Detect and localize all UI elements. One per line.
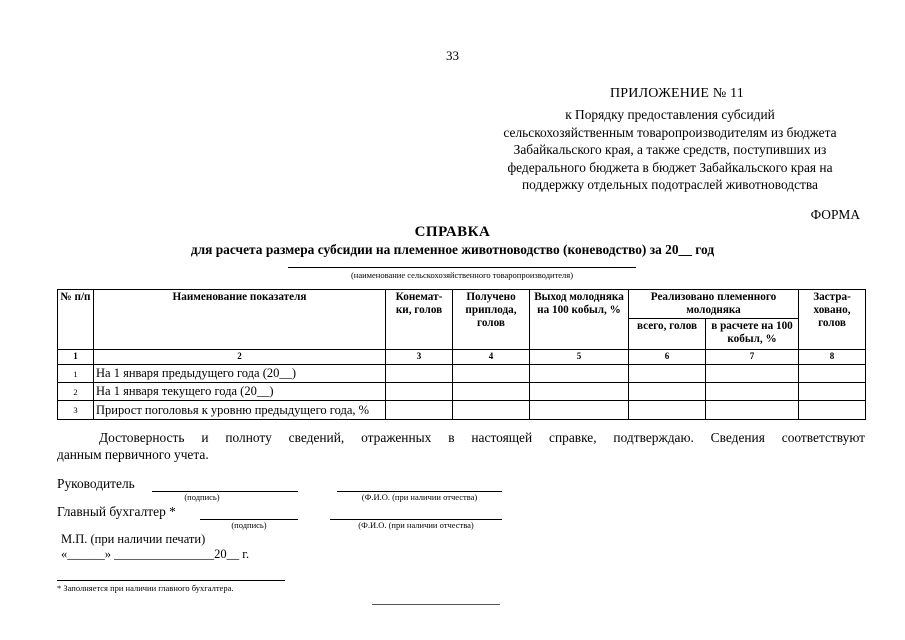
data-cell[interactable] [453, 383, 530, 401]
accountant-signature-caption: (подпись) [231, 520, 267, 530]
column-index: 8 [799, 350, 866, 365]
column-index: 6 [629, 350, 706, 365]
row-label: На 1 января текущего года (20__) [94, 383, 386, 401]
column-index: 7 [706, 350, 799, 365]
appendix-line: федерального бюджета в бюджет Забайкальского края на [507, 159, 833, 175]
data-cell[interactable] [629, 365, 706, 383]
accountant-label: Главный бухгалтер * [57, 504, 176, 519]
data-cell[interactable] [706, 383, 799, 401]
data-cell[interactable] [453, 401, 530, 420]
accountant-fio-caption: (Ф.И.О. (при наличии отчества) [358, 520, 474, 530]
data-cell[interactable] [799, 401, 866, 420]
column-index: 4 [453, 350, 530, 365]
footnote: * Заполняется при наличии главного бухгалтера. [57, 583, 234, 593]
organization-name-line[interactable] [288, 267, 636, 268]
column-index: 1 [58, 350, 94, 365]
head-fio-caption: (Ф.И.О. (при наличии отчества) [361, 492, 478, 502]
page-number: 33 [446, 48, 459, 63]
header-indicator-name: Наименование показателя [94, 290, 386, 350]
date-field[interactable]: «______» ________________20__ г. [61, 547, 250, 561]
row-label: На 1 января предыдущего года (20__) [94, 365, 386, 383]
appendix-title: ПРИЛОЖЕНИЕ № 11 [610, 86, 744, 101]
head-label: Руководитель [57, 476, 135, 491]
header-sold-total: всего, голов [629, 319, 706, 350]
appendix-text [470, 106, 870, 194]
data-cell[interactable] [386, 383, 453, 401]
subsidy-table [57, 289, 866, 420]
footnote-divider [57, 580, 285, 581]
header-sold: Реализовано племенного молодняка [629, 290, 799, 319]
confirmation-text-end: данным первичного учета. [57, 447, 209, 462]
appendix-line: к Порядку предоставления субсидий [565, 107, 775, 122]
appendix-line: Забайкальского края, а также средств, поступивших из [513, 142, 827, 157]
document-subtitle: для расчета размера субсидии на племенное животноводство (коневодство) за 20__ год [190, 242, 715, 257]
confirmation-text: Достоверность и полноту сведений, отраженных в настоящей справке, подтверждаю. Сведения соответствуют [99, 430, 865, 445]
header-num: № п/п [58, 290, 94, 350]
data-cell[interactable] [386, 365, 453, 383]
stamp-label: М.П. (при наличии печати) [61, 532, 206, 546]
column-index: 3 [386, 350, 453, 365]
column-index: 2 [94, 350, 386, 365]
column-index-row [58, 350, 866, 365]
data-cell[interactable] [453, 365, 530, 383]
organization-name-caption: (наименование сельскохозяйственного товаропроизводителя) [350, 270, 574, 280]
data-cell[interactable] [629, 383, 706, 401]
appendix-line: сельскохозяйственным товаропроизводителям из бюджета [503, 124, 837, 140]
data-cell[interactable] [706, 365, 799, 383]
header-yield: Выход молодняка на 100 кобыл, % [530, 290, 629, 350]
header-mares: Конемат-ки, голов [386, 290, 453, 350]
header-sold-per100: в расчете на 100 кобыл, % [706, 319, 799, 350]
document-title: СПРАВКА [414, 224, 491, 240]
row-number: 2 [58, 383, 94, 401]
row-label: Прирост поголовья к уровню предыдущего года, % [94, 401, 386, 420]
table-row [58, 401, 866, 420]
row-number: 1 [58, 365, 94, 383]
data-cell[interactable] [530, 383, 629, 401]
data-cell[interactable] [530, 401, 629, 420]
page-bottom-divider [372, 604, 500, 605]
column-index: 5 [530, 350, 629, 365]
data-cell[interactable] [629, 401, 706, 420]
data-cell[interactable] [799, 365, 866, 383]
form-label: ФОРМА [810, 207, 860, 222]
table-header-row [58, 290, 866, 319]
data-cell[interactable] [799, 383, 866, 401]
row-number: 3 [58, 401, 94, 420]
appendix-line: поддержку отдельных подотраслей животноводства [522, 177, 818, 192]
header-offspring: Получено приплода, голов [453, 290, 530, 350]
data-cell[interactable] [386, 401, 453, 420]
table-row [58, 383, 866, 401]
head-signature-caption: (подпись) [184, 492, 220, 502]
table-row [58, 365, 866, 383]
header-insured: Застра-ховано, голов [799, 290, 866, 350]
data-cell[interactable] [706, 401, 799, 420]
data-cell[interactable] [530, 365, 629, 383]
